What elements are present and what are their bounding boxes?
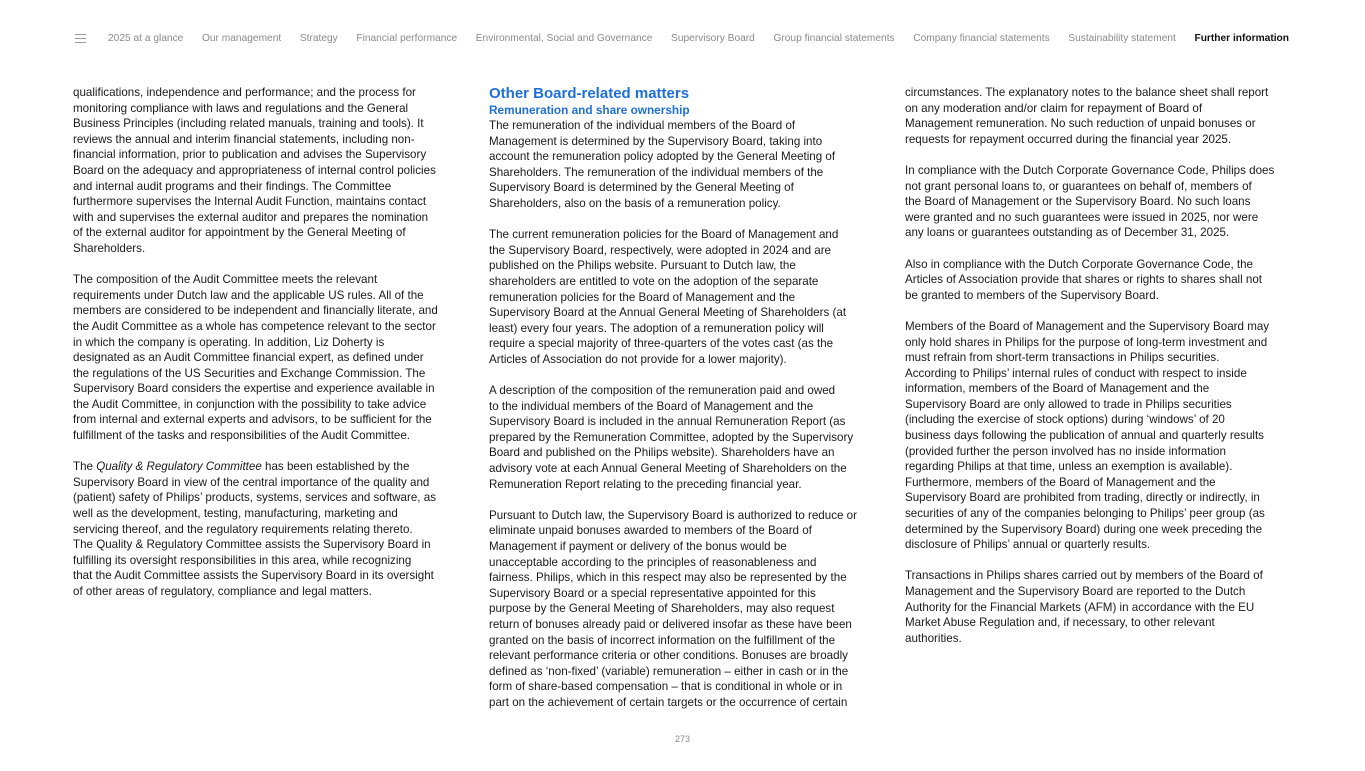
text-line: The remuneration of the individual members of the Board of: [489, 119, 796, 132]
nav-item-strategy[interactable]: Strategy: [299, 32, 338, 44]
text-line: the Board of Management or the Supervisory Board. No such loans: [905, 195, 1251, 209]
text-line: Business Principles (including related manuals, training and tools). It: [73, 117, 424, 131]
text-line: circumstances. The explanatory notes to the balance sheet shall report: [905, 86, 1269, 99]
text-line: unacceptable according to the principles of reasonableness and: [489, 555, 817, 569]
paragraph: [905, 257, 1305, 304]
text-line: Transactions in Philips shares carried out by members of the Board of: [905, 569, 1263, 583]
text-line: Articles of Association provide that shares or rights to shares shall not: [905, 273, 1263, 287]
text-line: of other areas of regulatory, compliance and legal matters.: [73, 585, 372, 598]
column-right: [905, 85, 1305, 646]
text-line: reviews the annual and interim financial statements, including non-: [73, 132, 415, 146]
text-line: Shareholders, also on the basis of a remuneration policy.: [489, 196, 781, 210]
text-line: Supervisory Board are only allowed to trade in Philips securities: [905, 397, 1232, 411]
paragraph: [489, 118, 889, 212]
text-line: Shareholders.: [73, 241, 146, 255]
text-line: not grant personal loans to, or guarantees on behalf of, members of: [905, 179, 1252, 193]
text-line: regarding Philips at that time, unless an exemption is available).: [905, 460, 1233, 474]
text-line: Supervisory Board in view of the central importance of the quality and: [73, 475, 430, 489]
text-line: advisory vote at each Annual General Meeting of Shareholders on the: [489, 462, 847, 476]
text-line: Market Abuse Regulation and, if necessary, to other relevant: [905, 616, 1215, 630]
page-number: 273: [674, 734, 691, 744]
text-line: prepared by the Remuneration Committee, adopted by the Supervisory: [489, 430, 854, 444]
text-line: with and supervises the external auditor and prepares the nomination: [73, 210, 429, 224]
text-line: servicing thereof, and the regulatory requirements relating thereto.: [73, 522, 413, 536]
text-line: designated as an Audit Committee financial expert, as defined under: [73, 351, 424, 365]
text-line: of the external auditor for appointment by the General Meeting of: [73, 226, 406, 240]
text-line: form of share-based compensation – that is conditional in whole or in: [489, 680, 843, 694]
text-line: only hold shares in Philips for the purpose of long-term investment and: [905, 335, 1268, 349]
text-line: (including the exercise of stock options) during ‘windows’ of 20: [905, 413, 1225, 427]
paragraph: [489, 227, 889, 367]
text-line: Management and the Supervisory Board are reported to the Dutch: [905, 585, 1246, 598]
text-line: granted on the basis of incorrect information on the fulfillment of the: [489, 633, 836, 647]
text-line: be granted to members of the Supervisory Board.: [905, 288, 1159, 302]
nav-item-supervisory-board[interactable]: Supervisory Board: [671, 32, 755, 44]
text-line: [73, 459, 473, 475]
text-line: fulfillment of the tasks and responsibilities of the Audit Committee.: [73, 429, 411, 443]
column-left: [73, 85, 473, 600]
paragraph: [905, 163, 1305, 241]
nav-item-further-information[interactable]: Further information: [1194, 32, 1289, 44]
text-line: Authority for the Financial Markets (AFM) in accordance with the EU: [905, 600, 1255, 614]
text-line: determined by the Supervisory Board) during one week preceding the: [905, 522, 1263, 536]
text-line: Supervisory Board is determined by the General Meeting of: [489, 181, 794, 195]
text-line: from internal and external experts and advisors, to be sufficient for the: [73, 413, 432, 427]
text-line: Management is determined by the Supervisory Board, taking into: [489, 134, 823, 148]
text-line: fulfilling its oversight responsibilities in this area, while recognizing: [73, 553, 412, 567]
text-line: The current remuneration policies for the Board of Management and: [489, 228, 839, 242]
nav-item-2025-at-a-glance[interactable]: 2025 at a glance: [108, 32, 184, 44]
text-line: financial information, prior to publication and advises the Supervisory: [73, 148, 427, 162]
text-line: In compliance with the Dutch Corporate Governance Code, Philips does: [905, 163, 1275, 177]
text-segment: The: [73, 460, 97, 474]
text-line: furthermore supervises the Internal Audit Function, maintains contact: [73, 195, 427, 209]
section-subheading: Remuneration and share ownership: [489, 103, 690, 117]
text-line: that the Audit Committee assists the Supervisory Board in its oversight: [73, 569, 434, 583]
text-line: must refrain from short-term transactions in Philips securities.: [905, 351, 1220, 365]
text-line: Management if payment or delivery of the bonus would be: [489, 540, 787, 554]
text-line: (provided further the person involved has no inside information: [905, 444, 1226, 458]
text-line: information, members of the Board of Management and the: [905, 382, 1210, 396]
text-line: least) every four years. The adoption of a remuneration policy will: [489, 321, 824, 335]
paragraph: [489, 508, 889, 711]
text-line: in which the company is operating. In addition, Liz Doherty is: [73, 335, 385, 349]
paragraph: [73, 85, 473, 257]
text-line: Remuneration Report relating to the preceding financial year.: [489, 477, 802, 491]
text-line: Board and published on the Philips website). Shareholders have an: [489, 446, 835, 460]
text-line: to the individual members of the Board of Management and the: [489, 399, 814, 413]
nav-item-financial-performance[interactable]: Financial performance: [356, 32, 458, 44]
text-line: part on the achievement of certain targets or the occurrence of certain: [489, 695, 848, 709]
text-line: fairness. Philips, which in this respect may also be represented by the: [489, 571, 847, 585]
nav-item-company-financial-statements[interactable]: Company financial statements: [913, 32, 1050, 44]
text-line: securities of any of the companies belonging to Philips’ peer group (as: [905, 507, 1265, 521]
text-line: the Audit Committee, in conjunction with the possibility to take advice: [73, 397, 427, 411]
text-line: published on the Philips website. Pursuant to Dutch law, the: [489, 259, 796, 273]
text-line: require a special majority of three-quarters of the votes cast (as the: [489, 337, 834, 351]
text-segment: has been established by the: [261, 460, 410, 474]
text-line: defined as ‘non-fixed’ (variable) remuneration – either in cash or in the: [489, 664, 849, 678]
nav-item-group-financial-statements[interactable]: Group financial statements: [773, 32, 895, 44]
nav-item-sustainability-statement[interactable]: Sustainability statement: [1068, 32, 1176, 44]
text-line: requirements under Dutch law and the applicable US rules. All of the: [73, 288, 424, 302]
text-line: qualifications, independence and performance; and the process for: [73, 86, 416, 99]
text-line: any loans or guarantees outstanding as of December 31, 2025.: [905, 226, 1230, 240]
text-line: Board on the adequacy and appropriateness of internal control policies: [73, 163, 436, 177]
text-line: A description of the composition of the remuneration paid and owed: [489, 384, 836, 398]
text-line: well as the development, testing, manufacturing, marketing and: [73, 507, 398, 521]
column-middle: [489, 85, 889, 711]
text-line: Supervisory Board is included in the annual Remuneration Report (as: [489, 415, 846, 429]
text-line: relevant performance criteria or other conditions. Bonuses are broadly: [489, 649, 848, 663]
text-line: purpose by the General Meeting of Shareholders, may also request: [489, 602, 835, 616]
text-line: the Audit Committee as a whole has competence relevant to the sector: [73, 319, 436, 333]
text-line: were granted and no such guarantees were issued in 2025, nor were: [905, 210, 1259, 224]
text-line: return of bonuses already paid or delivered insofar as these have been: [489, 618, 852, 631]
text-line: eliminate unpaid bonuses awarded to members of the Board of: [489, 524, 812, 538]
text-line: Supervisory Board or a special representative appointed for this: [489, 586, 816, 600]
text-line: Furthermore, members of the Board of Management and the: [905, 475, 1216, 489]
paragraph: [905, 85, 1305, 147]
text-line: Management remuneration. No such reduction of unpaid bonuses or: [905, 117, 1256, 131]
text-line: on any moderation and/or claim for repayment of Board of: [905, 101, 1203, 115]
paragraph: [489, 383, 889, 492]
top-navigation: [75, 30, 1308, 46]
text-line: shareholders are entitled to vote on the adoption of the separate: [489, 274, 819, 288]
italic-term: Quality & Regulatory Committee: [96, 460, 262, 474]
nav-item-environmental-social-and-governance[interactable]: Environmental, Social and Governance: [475, 32, 653, 44]
text-line: The Quality & Regulatory Committee assists the Supervisory Board in: [73, 538, 431, 552]
text-line: authorities.: [905, 631, 962, 645]
text-line: Also in compliance with the Dutch Corporate Governance Code, the: [905, 257, 1253, 271]
text-line: Pursuant to Dutch law, the Supervisory Board is authorized to reduce or: [489, 508, 857, 522]
paragraph: [905, 568, 1305, 646]
text-line: Supervisory Board at the Annual General Meeting of Shareholders (at: [489, 306, 847, 320]
text-line: business days following the publication of annual and quarterly results: [905, 429, 1264, 443]
text-line: monitoring compliance with laws and regulations and the General: [73, 101, 409, 115]
text-line: According to Philips’ internal rules of conduct with respect to inside: [905, 366, 1247, 380]
text-line: requests for repayment occurred during the financial year 2025.: [905, 132, 1232, 146]
text-line: members are considered to be independent and financially literate, and: [73, 304, 438, 318]
text-line: (patient) safety of Philips’ products, systems, services and software, as: [73, 491, 436, 505]
text-line: The composition of the Audit Committee meets the relevant: [73, 273, 378, 287]
text-line: Shareholders. The remuneration of the individual members of the: [489, 165, 824, 179]
paragraph: [905, 319, 1305, 553]
text-line: Members of the Board of Management and the Supervisory Board may: [905, 319, 1270, 333]
section-heading: Other Board-related matters: [489, 85, 690, 102]
text-line: Supervisory Board considers the expertise and experience available in: [73, 382, 435, 396]
text-line: Supervisory Board are prohibited from trading, directly or indirectly, in: [905, 491, 1260, 505]
text-line: the regulations of the US Securities and Exchange Commission. The: [73, 366, 426, 380]
nav-item-our-management[interactable]: Our management: [201, 32, 282, 44]
text-line: account the remuneration policy adopted by the General Meeting of: [489, 150, 836, 164]
text-line: Articles of Association do not provide for a lower majority).: [489, 352, 787, 366]
text-line: disclosure of Philips’ annual or quarterly results.: [905, 538, 1151, 552]
text-line: remuneration policies for the Board of Management and the: [489, 290, 796, 304]
paragraph: [73, 272, 473, 444]
text-line: and internal audit programs and their findings. The Committee: [73, 179, 392, 193]
hamburger-menu-icon[interactable]: [75, 34, 86, 43]
text-line: the Supervisory Board, respectively, were adopted in 2024 and are: [489, 243, 832, 257]
paragraph: [73, 459, 473, 599]
